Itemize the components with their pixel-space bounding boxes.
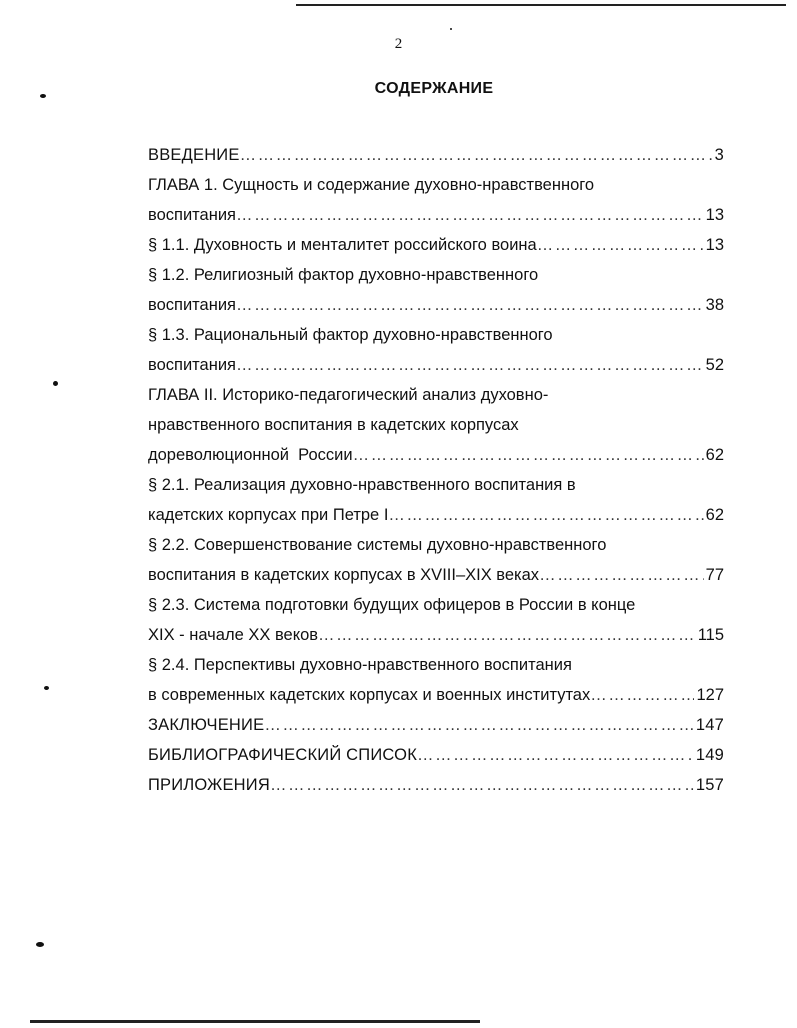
scan-speck — [44, 686, 49, 690]
toc-entry-section-2-3-heading[interactable] — [148, 590, 724, 620]
toc-page-number: 52 — [705, 356, 724, 374]
toc-page-number: 149 — [695, 746, 724, 764]
toc-page-number: 3 — [714, 146, 724, 164]
table-of-contents — [148, 140, 724, 800]
toc-page-number: 62 — [705, 506, 724, 524]
toc-entry-introduction[interactable] — [148, 140, 724, 170]
toc-entry-label: § 2.1. Реализация духовно-нравственного воспитания в — [148, 476, 576, 494]
toc-page-number: 127 — [696, 686, 724, 704]
dot-leader — [539, 560, 704, 590]
toc-entry-label: § 1.2. Религиозный фактор духовно-нравственного — [148, 266, 539, 284]
toc-page-number: 62 — [705, 446, 724, 464]
toc-page-number: 13 — [705, 236, 724, 254]
toc-entry-label: § 2.4. Перспективы духовно-нравственного воспитания — [148, 656, 572, 674]
toc-entry-section-2-2[interactable] — [148, 560, 724, 590]
dot-leader — [236, 350, 704, 380]
toc-entry-label: § 1.1. Духовность и менталитет российского воина — [148, 236, 537, 254]
dot-leader — [318, 620, 696, 650]
toc-entry-chapter-2[interactable] — [148, 440, 724, 470]
toc-entry-section-2-1[interactable] — [148, 500, 724, 530]
dot-leader — [388, 500, 703, 530]
dot-leader — [236, 200, 704, 230]
toc-entry-label: воспитания — [148, 296, 236, 314]
toc-entry-bibliography[interactable] — [148, 740, 724, 770]
scan-border-top — [296, 4, 786, 6]
toc-entry-chapter-1[interactable] — [148, 200, 724, 230]
toc-entry-label: ГЛАВА 1. Сущность и содержание духовно-нравственного — [148, 176, 595, 194]
toc-entry-label: в современных кадетских корпусах и военных институтах — [148, 686, 591, 704]
toc-entry-label: XIX - начале XX веков — [148, 626, 319, 644]
toc-page-number: 115 — [697, 626, 724, 644]
toc-entry-label: § 1.3. Рациональный фактор духовно-нравственного — [148, 326, 553, 344]
toc-entry-label: § 2.2. Совершенствование системы духовно-нравственного — [148, 536, 607, 554]
toc-entry-chapter-2-heading-cont[interactable] — [148, 410, 724, 440]
toc-entry-section-1-3[interactable] — [148, 350, 724, 380]
toc-entry-section-1-2[interactable] — [148, 290, 724, 320]
page-number: 2 — [394, 36, 403, 52]
toc-entry-label: § 2.3. Система подготовки будущих офицеров в России в конце — [148, 596, 636, 614]
toc-entry-section-1-1[interactable] — [148, 230, 724, 260]
scan-speck — [36, 942, 44, 947]
toc-page-number: 147 — [695, 716, 724, 734]
dot-leader — [240, 140, 713, 170]
toc-entry-section-2-2-heading[interactable] — [148, 530, 724, 560]
toc-entry-chapter-2-heading[interactable] — [148, 380, 724, 410]
toc-entry-section-1-2-heading[interactable] — [148, 260, 724, 290]
dot-leader — [537, 230, 704, 260]
toc-entry-chapter-1-heading[interactable] — [148, 170, 724, 200]
toc-entry-label: ГЛАВА II. Историко-педагогический анализ духовно- — [148, 386, 549, 404]
toc-entry-section-2-4[interactable] — [148, 680, 724, 710]
toc-entry-label: ЗАКЛЮЧЕНИЕ — [148, 716, 265, 734]
page-title: СОДЕРЖАНИЕ — [374, 80, 494, 97]
toc-page-number: 77 — [705, 566, 724, 584]
scan-speck — [450, 28, 452, 30]
toc-entry-section-2-1-heading[interactable] — [148, 470, 724, 500]
toc-entry-appendices[interactable] — [148, 770, 724, 800]
toc-entry-label: БИБЛИОГРАФИЧЕСКИЙ СПИСОК — [148, 746, 418, 764]
toc-entry-label: ВВЕДЕНИЕ — [148, 146, 240, 164]
scan-speck — [53, 381, 58, 386]
toc-page-number: 38 — [705, 296, 724, 314]
toc-entry-label: ПРИЛОЖЕНИЯ — [148, 776, 270, 794]
toc-entry-conclusion[interactable] — [148, 710, 724, 740]
toc-entry-label: воспитания — [148, 356, 236, 374]
toc-entry-label: дореволюционной России — [148, 446, 353, 464]
scan-border-bottom — [30, 1020, 480, 1023]
toc-page-number: 157 — [695, 776, 724, 794]
toc-page-number: 13 — [705, 206, 724, 224]
toc-entry-section-2-4-heading[interactable] — [148, 650, 724, 680]
dot-leader — [236, 290, 704, 320]
toc-entry-label: воспитания в кадетских корпусах в XVIII–XIX веках — [148, 566, 540, 584]
dot-leader — [353, 440, 704, 470]
dot-leader — [417, 740, 694, 770]
toc-entry-label: воспитания — [148, 206, 236, 224]
dot-leader — [270, 770, 694, 800]
toc-entry-section-1-3-heading[interactable] — [148, 320, 724, 350]
toc-entry-label: нравственного воспитания в кадетских корпусах — [148, 416, 519, 434]
dot-leader — [264, 710, 694, 740]
toc-entry-label: кадетских корпусах при Петре I — [148, 506, 389, 524]
toc-entry-section-2-3[interactable] — [148, 620, 724, 650]
dot-leader — [590, 680, 694, 710]
